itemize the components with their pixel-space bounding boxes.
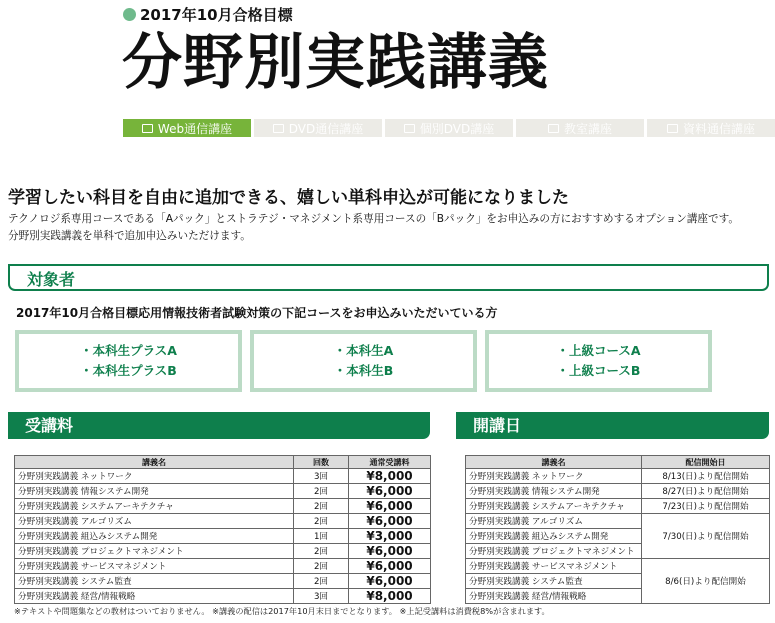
table-row: [15, 574, 431, 589]
schedule-table: [465, 455, 770, 604]
tab-classroom[interactable]: [516, 119, 644, 137]
monitor-icon: [142, 124, 153, 133]
tab-individual-dvd[interactable]: [385, 119, 513, 137]
tab-document[interactable]: [647, 119, 775, 137]
fee-price: ¥6,000: [349, 514, 431, 529]
fee-price: ¥8,000: [349, 469, 431, 484]
fee-price: ¥6,000: [349, 559, 431, 574]
target-lead: 2017年10月合格目標応用情報技術者試験対策の下記コースをお申込みいただいている方: [16, 306, 498, 320]
table-row: [466, 559, 770, 574]
table-row: [15, 484, 431, 499]
document-icon: [667, 124, 678, 133]
session-count: 3回: [294, 469, 349, 484]
tab-dvd[interactable]: [254, 119, 382, 137]
lecture-name: 分野別実践講義 アルゴリズム: [15, 514, 294, 529]
start-date: 8/6(日)より配信開始: [642, 559, 770, 604]
start-date: 8/27(日)より配信開始: [642, 484, 770, 499]
table-row: [15, 499, 431, 514]
fee-section-header: 受講料: [8, 412, 430, 439]
lecture-name: 分野別実践講義 ネットワーク: [466, 469, 642, 484]
start-date: 7/23(日)より配信開始: [642, 499, 770, 514]
table-header-row: [15, 456, 431, 469]
fee-price: ¥6,000: [349, 544, 431, 559]
table-row: [15, 529, 431, 544]
fee-price: ¥6,000: [349, 484, 431, 499]
kicker-text: 2017年10月合格目標: [140, 6, 293, 24]
page-title: 分野別実践講義: [122, 28, 549, 98]
course-name: ・本科生A: [333, 343, 394, 358]
course-type-tabs: [123, 119, 775, 137]
lecture-name: 分野別実践講義 プロジェクトマネジメント: [466, 544, 642, 559]
lecture-name: 分野別実践講義 経営/情報戦略: [15, 589, 294, 604]
lecture-name: 分野別実践講義 プロジェクトマネジメント: [15, 544, 294, 559]
tab-label: DVD通信講座: [288, 121, 364, 136]
course-box: [485, 330, 712, 392]
lecture-name: 分野別実践講義 システム監査: [15, 574, 294, 589]
fee-table: [14, 455, 431, 604]
course-name: ・本科生プラスB: [80, 363, 177, 378]
start-date: 8/13(日)より配信開始: [642, 469, 770, 484]
column-header: 通常受講料: [349, 456, 431, 469]
table-header-row: [466, 456, 770, 469]
tab-label: Web通信講座: [157, 121, 233, 136]
table-row: [15, 514, 431, 529]
session-count: 2回: [294, 544, 349, 559]
course-box: [250, 330, 477, 392]
table-row: [15, 589, 431, 604]
session-count: 3回: [294, 589, 349, 604]
lecture-name: 分野別実践講義 経営/情報戦略: [466, 589, 642, 604]
fee-price: ¥8,000: [349, 589, 431, 604]
column-header: 講義名: [466, 456, 642, 469]
lecture-name: 分野別実践講義 サービスマネジメント: [15, 559, 294, 574]
lecture-name: 分野別実践講義 システムアーキテクチャ: [15, 499, 294, 514]
target-heading: 対象者: [27, 270, 76, 289]
course-box: [15, 330, 242, 392]
lecture-name: 分野別実践講義 サービスマネジメント: [466, 559, 642, 574]
table-row: [466, 469, 770, 484]
lecture-name: 分野別実践講義 組込みシステム開発: [466, 529, 642, 544]
footnote: ※テキストや問題集などの教材はついておりません。 ※講義の配信は2017年10月末日までとなります。 ※上記受講料は消費税8%が含まれます。: [14, 606, 550, 616]
column-header: 配信開始日: [642, 456, 770, 469]
session-count: 2回: [294, 499, 349, 514]
lecture-name: 分野別実践講義 アルゴリズム: [466, 514, 642, 529]
start-date: 7/30(日)より配信開始: [642, 514, 770, 559]
course-name: ・上級コースA: [556, 343, 641, 358]
classroom-icon: [548, 124, 559, 133]
tab-label: 資料通信講座: [682, 121, 755, 136]
fee-price: ¥6,000: [349, 499, 431, 514]
dvd-player-icon: [404, 124, 415, 133]
intro-line: テクノロジ系専用コースである「Aパック」とストラテジ・マネジメント系専用コースの「Bパック」をお申込みの方におすすめするオプション講座です。: [8, 213, 739, 225]
schedule-table-body: [466, 469, 770, 604]
table-row: [15, 559, 431, 574]
table-row: [466, 514, 770, 529]
intro-line: 分野別実践講義を単科で追加申込みいただけます。: [8, 230, 251, 242]
column-header: 講義名: [15, 456, 294, 469]
table-row: [15, 469, 431, 484]
session-count: 2回: [294, 514, 349, 529]
tab-label: 個別DVD講座: [419, 121, 495, 136]
tab-label: 教室講座: [563, 121, 612, 136]
course-name: ・上級コースB: [556, 363, 641, 378]
dvd-icon: [273, 124, 284, 133]
fee-price: ¥3,000: [349, 529, 431, 544]
lecture-name: 分野別実践講義 ネットワーク: [15, 469, 294, 484]
schedule-section-header: 開講日: [456, 412, 769, 439]
fee-table-body: [15, 469, 431, 604]
course-name: ・本科生プラスA: [80, 343, 177, 358]
lecture-name: 分野別実践講義 情報システム開発: [466, 484, 642, 499]
session-count: 1回: [294, 529, 349, 544]
intro-description: [8, 211, 739, 245]
fee-price: ¥6,000: [349, 574, 431, 589]
lecture-name: 分野別実践講義 システムアーキテクチャ: [466, 499, 642, 514]
table-row: [466, 484, 770, 499]
lecture-name: 分野別実践講義 システム監査: [466, 574, 642, 589]
intro-headline: 学習したい科目を自由に追加できる、嬉しい単科申込が可能になりました: [8, 188, 569, 208]
table-row: [15, 544, 431, 559]
table-row: [466, 499, 770, 514]
session-count: 2回: [294, 559, 349, 574]
tab-web[interactable]: [123, 119, 251, 137]
target-section-header: [8, 264, 769, 291]
session-count: 2回: [294, 484, 349, 499]
lecture-name: 分野別実践講義 情報システム開発: [15, 484, 294, 499]
column-header: 回数: [294, 456, 349, 469]
course-name: ・本科生B: [333, 363, 394, 378]
lecture-name: 分野別実践講義 組込みシステム開発: [15, 529, 294, 544]
session-count: 2回: [294, 574, 349, 589]
